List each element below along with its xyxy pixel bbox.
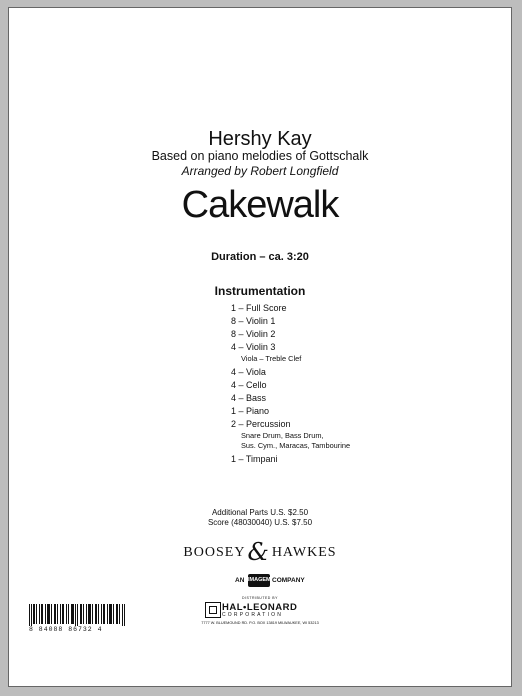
list-item: 8 – Violin 1: [231, 316, 276, 326]
price-info: [9, 508, 511, 528]
hal-leonard-icon: [205, 602, 221, 618]
distributed-by-label: DISTRIBUTED BY: [242, 596, 278, 600]
list-item: 1 – Full Score: [231, 303, 287, 313]
additional-parts-price: Additional Parts U.S. $2.50: [211, 508, 309, 517]
instrumentation-heading: Instrumentation: [214, 284, 306, 298]
list-item-note: Snare Drum, Bass Drum,: [241, 431, 324, 440]
list-item: 4 – Cello: [231, 380, 267, 390]
instrumentation-list: [231, 302, 350, 466]
list-item: 1 – Piano: [231, 406, 270, 416]
list-item: 4 – Violin 3 Viola – Treble Clef: [231, 341, 350, 364]
publisher-address: 7777 W. BLUEMOUND RD. P.O. BOX 13819 MILWAUKEE, WI 53213: [201, 621, 319, 625]
list-item: 4 – Bass: [231, 393, 267, 403]
arranger-line: Arranged by Robert Longfield: [181, 164, 339, 178]
score-cover-page: [8, 7, 512, 687]
list-item-note: Sus. Cym., Maracas, Tambourine: [241, 441, 351, 450]
list-item-note: Viola – Treble Clef: [241, 354, 302, 363]
duration-text: Duration – ca. 3:20: [211, 251, 309, 263]
based-on-line: Based on piano melodies of Gottschalk: [151, 149, 369, 163]
hal-leonard-logo: HAL•LEONARD CORPORATION: [205, 602, 335, 622]
barcode-icon: [29, 604, 129, 626]
list-item: 1 – Timpani: [231, 454, 278, 464]
ampersand-glyph: &: [247, 538, 270, 566]
composer-name: Hershy Kay: [208, 128, 312, 150]
publisher-logo: BOOSEY& HAWKES: [183, 538, 337, 566]
imagem-company-logo: AN IMAGEM COMPANY: [235, 574, 313, 588]
piece-title: Cakewalk: [181, 184, 339, 226]
list-item: 2 – Percussion Snare Drum, Bass Drum, Sus. Cym., Maracas, Tambourine: [231, 419, 351, 450]
list-item: 4 – Viola: [231, 367, 266, 377]
barcode-number: 8 84088 86732 4: [29, 626, 103, 633]
score-price: Score (48030040) U.S. $7.50: [207, 518, 313, 527]
list-item: 8 – Violin 2: [231, 329, 276, 339]
